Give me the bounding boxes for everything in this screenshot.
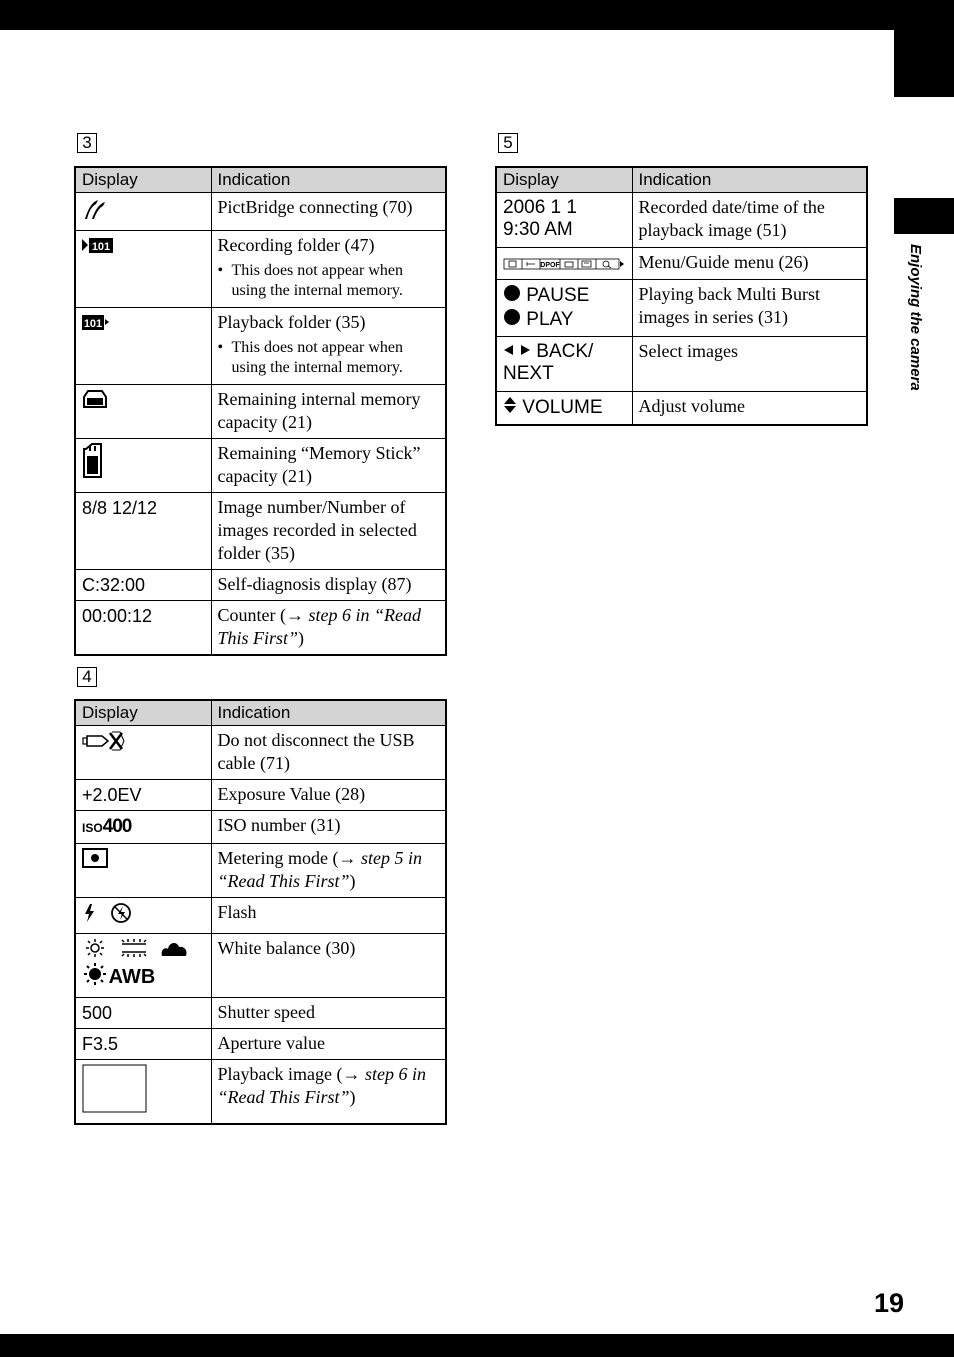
table-section-5: [495, 166, 868, 426]
indication-text: Counter (→ step 6 in “Read This First”): [211, 601, 446, 655]
table-row: [75, 998, 446, 1029]
corner-tab: [894, 30, 954, 97]
display-text: F3.5: [75, 1029, 211, 1060]
table-row: [75, 1029, 446, 1060]
section-number-4: 4: [77, 667, 97, 687]
header-indication: Indication: [211, 700, 446, 726]
display-text: 00:00:12: [75, 601, 211, 655]
indication-text: Remaining “Memory Stick” capacity (21): [211, 439, 446, 493]
chapter-tab: [894, 198, 954, 234]
up-down-arrows-icon: [503, 396, 517, 420]
indication-text: White balance (30): [211, 934, 446, 998]
indication-text: Recording folder (47): [217, 235, 375, 255]
bullet-icon: [503, 284, 521, 308]
indication-text: Image number/Number of images recorded in selected folder (35): [211, 493, 446, 570]
table-row: [75, 811, 446, 844]
indication-text: Recorded date/time of the playback image (51): [632, 193, 867, 248]
table-row: [75, 308, 446, 385]
section-number-3: 3: [77, 133, 97, 153]
display-text: +2.0EV: [75, 780, 211, 811]
table-row: [75, 844, 446, 898]
indication-text: ISO number (31): [211, 811, 446, 844]
table-row: [75, 726, 446, 780]
table-row: [75, 193, 446, 231]
display-text: C:32:00: [75, 570, 211, 601]
table-header: [496, 167, 867, 193]
table-row: [75, 780, 446, 811]
header-display: Display: [75, 167, 211, 193]
table-row: [75, 570, 446, 601]
svg-text:DPOF: DPOF: [540, 262, 560, 270]
indication-text: Menu/Guide menu (26): [632, 248, 867, 280]
indication-text: Metering mode (→ step 5 in “Read This First”): [211, 844, 446, 898]
indication-text: Playback image (→ step 6 in “Read This First”): [211, 1060, 446, 1125]
internal-memory-icon: [82, 389, 108, 414]
indication-text: Select images: [632, 337, 867, 392]
display-text: BACK/: [536, 341, 594, 363]
usb-disconnect-icon: [82, 730, 126, 757]
svg-text:101: 101: [83, 317, 103, 330]
table-row: [496, 392, 867, 426]
memory-stick-icon: [82, 443, 104, 484]
arrow-icon: →: [338, 848, 357, 869]
display-text: NEXT: [503, 363, 554, 385]
display-text: 8/8 12/12: [75, 493, 211, 570]
svg-text:101: 101: [91, 240, 111, 253]
table-row: [75, 439, 446, 493]
table-row: [496, 337, 867, 392]
table-row: [75, 898, 446, 934]
section-number-5: 5: [498, 133, 518, 153]
note: • This does not appear when using the internal memory.: [217, 262, 404, 299]
indication-text: Flash: [211, 898, 446, 934]
indication-text: Playback folder (35): [217, 312, 366, 332]
table-row: [75, 231, 446, 308]
iso-icon: ISO400: [82, 816, 132, 838]
recording-folder-icon: [82, 236, 114, 259]
indication-text: Shutter speed: [211, 998, 446, 1029]
table-row: [75, 385, 446, 439]
header-indication: Indication: [211, 167, 446, 193]
playback-folder-icon: [82, 313, 110, 336]
pictbridge-icon: [82, 197, 108, 226]
table-row: [75, 493, 446, 570]
header-display: Display: [496, 167, 632, 193]
display-text: VOLUME: [522, 397, 603, 419]
table-row: [496, 280, 867, 337]
indication-text: Self-diagnosis display (87): [211, 570, 446, 601]
note: • This does not appear when using the internal memory.: [217, 339, 404, 376]
table-row: [75, 601, 446, 655]
side-label: Enjoying the camera: [907, 244, 924, 391]
indication-text: Do not disconnect the USB cable (71): [211, 726, 446, 780]
indication-text: Aperture value: [211, 1029, 446, 1060]
display-text: 9:30 AM: [503, 219, 573, 240]
arrow-icon: →: [342, 1064, 361, 1085]
indication-text: Playing back Multi Burst images in series (31): [632, 280, 867, 337]
indication-text: Remaining internal memory capacity (21): [211, 385, 446, 439]
table-section-4: [74, 699, 447, 1125]
metering-icon: [82, 848, 108, 873]
table-row: [496, 193, 867, 248]
table-section-3: [74, 166, 447, 656]
table-row: [496, 248, 867, 280]
bullet-icon: [503, 308, 521, 332]
display-text: PLAY: [526, 309, 574, 331]
display-text: PAUSE: [526, 285, 590, 307]
arrow-icon: →: [285, 605, 304, 625]
table-row: [75, 1060, 446, 1125]
header-indication: Indication: [632, 167, 867, 193]
table-row: [75, 934, 446, 998]
indication-text: Adjust volume: [632, 392, 867, 426]
indication-text: PictBridge connecting (70): [211, 193, 446, 231]
header-display: Display: [75, 700, 211, 726]
top-bar: [0, 0, 954, 30]
svg-text:AWB: AWB: [108, 966, 156, 989]
left-right-arrows-icon: [503, 341, 531, 363]
table-header: [75, 167, 446, 193]
indication-text: Exposure Value (28): [211, 780, 446, 811]
display-text: 500: [75, 998, 211, 1029]
display-text: 2006 1 1: [503, 197, 577, 218]
flash-icon: [82, 902, 138, 929]
playback-image-icon: [82, 1064, 148, 1119]
bottom-bar: [0, 1334, 954, 1357]
page-number: 19: [874, 1288, 905, 1318]
table-header: [75, 700, 446, 726]
white-balance-icon: [82, 938, 194, 993]
menu-guide-icon: [503, 253, 625, 275]
